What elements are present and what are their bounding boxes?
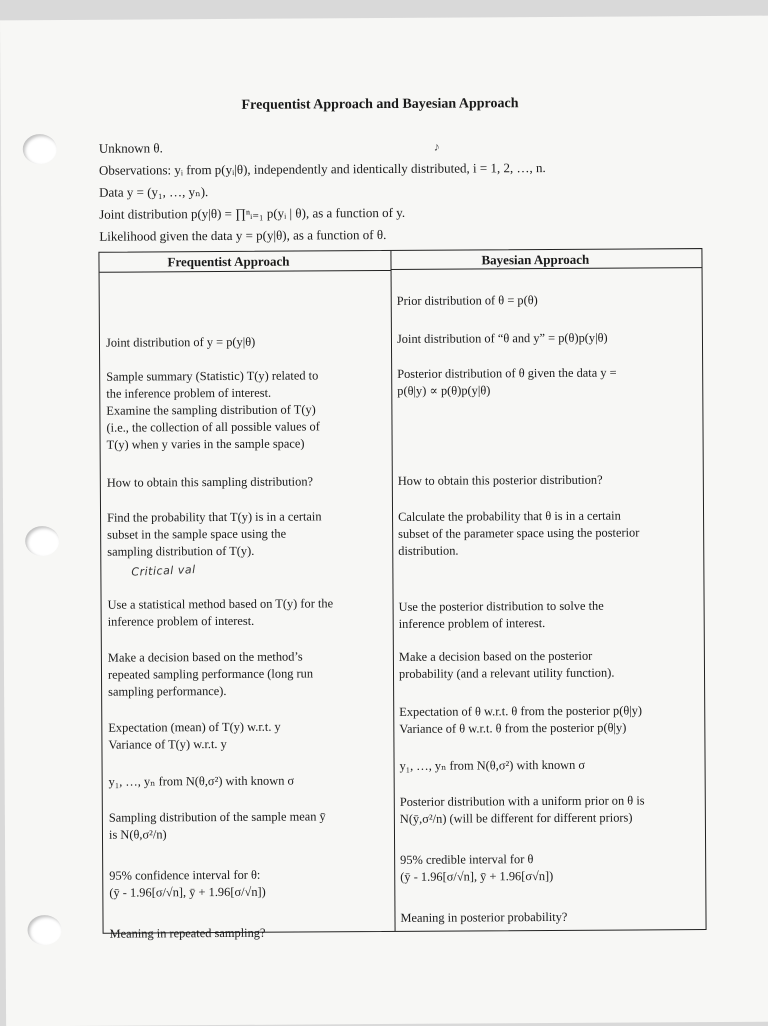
pen-mark: ♪	[433, 139, 440, 154]
bayesian-cell: Prior distribution of θ = p(θ)	[396, 293, 538, 308]
intro-block	[99, 135, 546, 248]
bayesian-cell: Posterior distribution with a uniform prior on θ is N(ȳ,σ²/n) (will be different for different priors)	[399, 793, 645, 826]
frequentist-cell: Make a decision based on the method’s repeated sampling performance (long run sampling performance).	[107, 649, 314, 699]
frequentist-cell: Sample summary (Statistic) T(y) related to the inference problem of interest. Examine the sampling distribution of T(y) (i.e., the collection of all possible values of T(y) when y varies in the sample space)	[106, 368, 320, 452]
punch-hole	[23, 134, 57, 164]
bayesian-cell: Joint distribution of “θ and y” = p(θ)p(y|θ)	[396, 330, 608, 346]
bayesian-cell: Meaning in posterior probability?	[400, 909, 568, 925]
frequentist-cell: Find the probability that T(y) is in a certain subset in the sample space using the sampling distribution of T(y).	[107, 509, 322, 559]
frequentist-cell: Meaning in repeated sampling?	[109, 925, 266, 941]
intro-line: Likelihood given the data y = p(y|θ), as a function of θ.	[99, 226, 387, 244]
comparison-table	[98, 248, 706, 941]
frequentist-cell: Use a statistical method based on T(y) for the inference problem of interest.	[107, 596, 334, 629]
header-rule	[100, 270, 391, 273]
bayesian-cell: Make a decision based on the posterior probability (and a relevant utility function).	[398, 648, 615, 681]
frequentist-cell: 95% confidence interval for θ: (ȳ - 1.96[σ/√n], ȳ + 1.96[σ/√n])	[109, 867, 266, 900]
bayesian-cell: How to obtain this posterior distribution?	[397, 472, 603, 488]
frequentist-cell: Sampling distribution of the sample mean ȳ is N(θ,σ²/n)	[108, 809, 326, 842]
frequentist-cell: Joint distribution of y = p(y|θ)	[105, 334, 256, 350]
bayesian-cell: Calculate the probability that θ is in a certain subset of the parameter space using the posterior distribution.	[398, 508, 640, 558]
intro-line: Data y = (y₁, …, yₙ).	[99, 184, 209, 200]
bayesian-header: Bayesian Approach	[481, 251, 590, 268]
document-page	[0, 16, 768, 1026]
intro-line: Joint distribution p(y|θ) = ∏ⁿᵢ₌₁ p(yᵢ | θ), as a function of y.	[99, 204, 406, 222]
bayesian-cell: Expectation of θ w.r.t. θ from the posterior p(θ|y) Variance of θ w.r.t. θ from the posterior p(θ|y)	[399, 703, 643, 736]
punch-hole	[27, 915, 61, 945]
frequentist-header: Frequentist Approach	[167, 253, 290, 270]
intro-line: Unknown θ.	[98, 140, 163, 156]
document-title: Frequentist Approach and Bayesian Approach	[241, 96, 519, 113]
frequentist-cell: How to obtain this sampling distribution?	[106, 474, 314, 490]
intro-line: Observations: yᵢ from p(yᵢ|θ), independently and identically distributed, i = 1, 2, …, n.	[98, 160, 546, 178]
frequentist-cell: Expectation (mean) of T(y) w.r.t. y Variance of T(y) w.r.t. y	[108, 719, 281, 752]
punch-hole	[25, 526, 59, 556]
bayesian-cell: 95% credible interval for θ (ȳ - 1.96[σ/√n], ȳ + 1.96[σ√n])	[400, 852, 554, 884]
bayesian-cell: Posterior distribution of θ given the data y = p(θ|y) ∝ p(θ)p(y|θ)	[397, 365, 617, 398]
handwritten-note: Critical val	[131, 563, 196, 579]
bayesian-cell: Use the posterior distribution to solve the inference problem of interest.	[398, 598, 604, 631]
frequentist-cell: y₁, …, yₙ from N(θ,σ²) with known σ	[108, 773, 295, 789]
bayesian-cell: y₁, …, yₙ from N(θ,σ²) with known σ	[399, 757, 586, 773]
